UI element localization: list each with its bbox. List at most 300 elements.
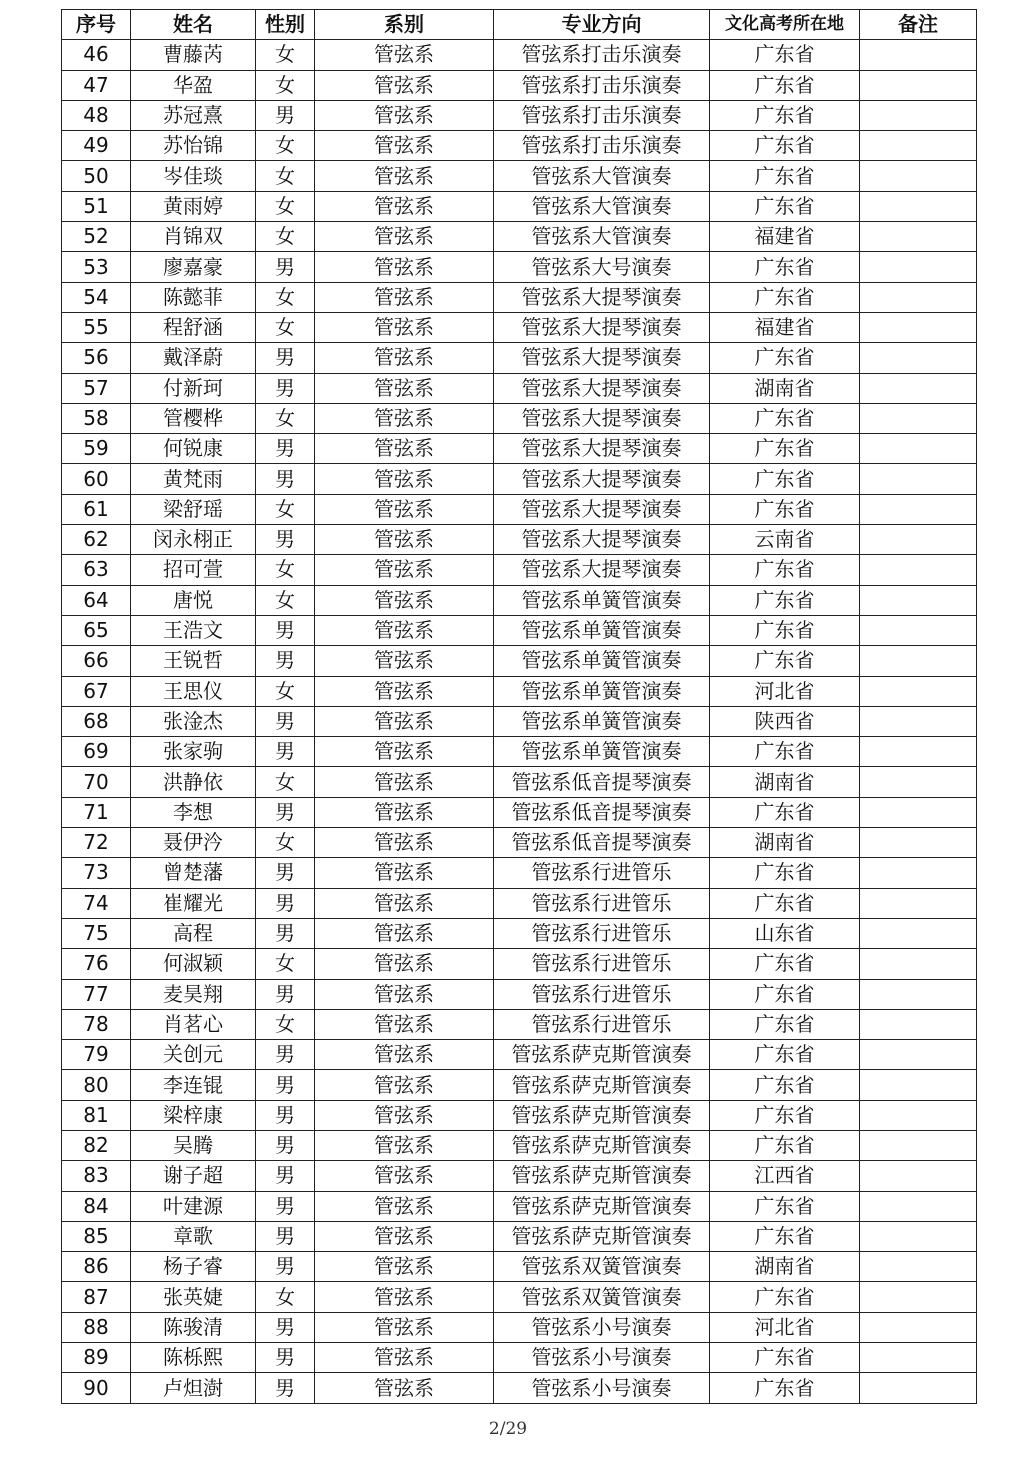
- cell-remarks: [860, 131, 977, 161]
- cell-major: 管弦系萨克斯管演奏: [494, 1070, 710, 1100]
- cell-gender: 男: [256, 1373, 315, 1403]
- cell-major: 管弦系低音提琴演奏: [494, 767, 710, 797]
- cell-department: 管弦系: [315, 1282, 494, 1312]
- cell-department: 管弦系: [315, 252, 494, 282]
- cell-name: 卢炟澍: [131, 1373, 256, 1403]
- table-row: [62, 373, 977, 403]
- cell-exam-location: 广东省: [710, 797, 860, 827]
- cell-gender: 女: [256, 70, 315, 100]
- cell-major: 管弦系萨克斯管演奏: [494, 1130, 710, 1160]
- cell-exam-location: 广东省: [710, 979, 860, 1009]
- table-row: [62, 858, 977, 888]
- cell-exam-location: 广东省: [710, 343, 860, 373]
- cell-department: 管弦系: [315, 1009, 494, 1039]
- cell-major: 管弦系单簧管演奏: [494, 646, 710, 676]
- cell-major: 管弦系单簧管演奏: [494, 706, 710, 736]
- cell-remarks: [860, 1009, 977, 1039]
- cell-exam-location: 湖南省: [710, 1252, 860, 1282]
- cell-major: 管弦系打击乐演奏: [494, 40, 710, 70]
- cell-exam-location: 广东省: [710, 434, 860, 464]
- cell-remarks: [860, 222, 977, 252]
- cell-gender: 女: [256, 1009, 315, 1039]
- cell-department: 管弦系: [315, 494, 494, 524]
- table-row: [62, 646, 977, 676]
- table-row: [62, 222, 977, 252]
- cell-name: 王锐哲: [131, 646, 256, 676]
- cell-major: 管弦系小号演奏: [494, 1343, 710, 1373]
- cell-remarks: [860, 1252, 977, 1282]
- table-row: [62, 282, 977, 312]
- table-row: [62, 918, 977, 948]
- cell-index: 49: [62, 131, 131, 161]
- cell-department: 管弦系: [315, 1040, 494, 1070]
- cell-index: 47: [62, 70, 131, 100]
- table-row: [62, 1070, 977, 1100]
- cell-index: 74: [62, 888, 131, 918]
- cell-remarks: [860, 312, 977, 342]
- cell-remarks: [860, 767, 977, 797]
- cell-index: 85: [62, 1221, 131, 1251]
- cell-gender: 男: [256, 1161, 315, 1191]
- cell-name: 梁梓康: [131, 1100, 256, 1130]
- cell-remarks: [860, 1282, 977, 1312]
- cell-exam-location: 广东省: [710, 100, 860, 130]
- cell-major: 管弦系大提琴演奏: [494, 403, 710, 433]
- cell-name: 聂伊汵: [131, 828, 256, 858]
- table-row: [62, 585, 977, 615]
- cell-major: 管弦系单簧管演奏: [494, 676, 710, 706]
- cell-department: 管弦系: [315, 1343, 494, 1373]
- cell-name: 张英婕: [131, 1282, 256, 1312]
- cell-gender: 男: [256, 373, 315, 403]
- header-remarks: 备注: [860, 10, 977, 40]
- cell-gender: 男: [256, 888, 315, 918]
- cell-name: 肖茗心: [131, 1009, 256, 1039]
- cell-major: 管弦系大号演奏: [494, 252, 710, 282]
- cell-department: 管弦系: [315, 828, 494, 858]
- cell-gender: 女: [256, 40, 315, 70]
- cell-remarks: [860, 434, 977, 464]
- cell-major: 管弦系大提琴演奏: [494, 555, 710, 585]
- cell-major: 管弦系大提琴演奏: [494, 494, 710, 524]
- cell-major: 管弦系萨克斯管演奏: [494, 1161, 710, 1191]
- cell-remarks: [860, 464, 977, 494]
- cell-gender: 女: [256, 494, 315, 524]
- cell-department: 管弦系: [315, 706, 494, 736]
- cell-name: 崔耀光: [131, 888, 256, 918]
- cell-major: 管弦系行进管乐: [494, 949, 710, 979]
- cell-exam-location: 广东省: [710, 403, 860, 433]
- cell-name: 肖锦双: [131, 222, 256, 252]
- cell-exam-location: 广东省: [710, 1191, 860, 1221]
- table-row: [62, 1161, 977, 1191]
- cell-name: 洪静依: [131, 767, 256, 797]
- cell-remarks: [860, 40, 977, 70]
- cell-department: 管弦系: [315, 373, 494, 403]
- cell-exam-location: 福建省: [710, 312, 860, 342]
- cell-index: 81: [62, 1100, 131, 1130]
- cell-remarks: [860, 1040, 977, 1070]
- cell-major: 管弦系行进管乐: [494, 858, 710, 888]
- cell-index: 70: [62, 767, 131, 797]
- cell-exam-location: 广东省: [710, 585, 860, 615]
- cell-remarks: [860, 403, 977, 433]
- cell-exam-location: 湖南省: [710, 767, 860, 797]
- cell-department: 管弦系: [315, 1070, 494, 1100]
- cell-remarks: [860, 494, 977, 524]
- cell-index: 53: [62, 252, 131, 282]
- cell-gender: 男: [256, 858, 315, 888]
- table-row: [62, 1191, 977, 1221]
- cell-exam-location: 广东省: [710, 191, 860, 221]
- cell-department: 管弦系: [315, 979, 494, 1009]
- table-row: [62, 555, 977, 585]
- cell-remarks: [860, 828, 977, 858]
- cell-major: 管弦系单簧管演奏: [494, 585, 710, 615]
- cell-remarks: [860, 252, 977, 282]
- cell-gender: 男: [256, 434, 315, 464]
- cell-index: 54: [62, 282, 131, 312]
- cell-gender: 女: [256, 555, 315, 585]
- cell-remarks: [860, 100, 977, 130]
- cell-department: 管弦系: [315, 343, 494, 373]
- cell-remarks: [860, 1130, 977, 1160]
- cell-exam-location: 福建省: [710, 222, 860, 252]
- cell-gender: 女: [256, 222, 315, 252]
- cell-exam-location: 广东省: [710, 131, 860, 161]
- cell-major: 管弦系大管演奏: [494, 191, 710, 221]
- table-row: [62, 1282, 977, 1312]
- cell-remarks: [860, 949, 977, 979]
- table-row: [62, 40, 977, 70]
- cell-name: 陈栎熙: [131, 1343, 256, 1373]
- cell-remarks: [860, 1373, 977, 1403]
- cell-name: 招可萱: [131, 555, 256, 585]
- cell-gender: 女: [256, 131, 315, 161]
- cell-major: 管弦系萨克斯管演奏: [494, 1040, 710, 1070]
- cell-exam-location: 陕西省: [710, 706, 860, 736]
- table-row: [62, 252, 977, 282]
- cell-exam-location: 河北省: [710, 676, 860, 706]
- cell-name: 吴腾: [131, 1130, 256, 1160]
- cell-major: 管弦系大提琴演奏: [494, 464, 710, 494]
- cell-exam-location: 广东省: [710, 40, 860, 70]
- cell-index: 52: [62, 222, 131, 252]
- cell-remarks: [860, 525, 977, 555]
- table-row: [62, 1221, 977, 1251]
- cell-exam-location: 广东省: [710, 737, 860, 767]
- cell-remarks: [860, 918, 977, 948]
- cell-major: 管弦系大提琴演奏: [494, 373, 710, 403]
- header-major: 专业方向: [494, 10, 710, 40]
- cell-gender: 女: [256, 312, 315, 342]
- table-row: [62, 888, 977, 918]
- cell-department: 管弦系: [315, 403, 494, 433]
- cell-exam-location: 广东省: [710, 1221, 860, 1251]
- cell-name: 张家驹: [131, 737, 256, 767]
- cell-name: 李想: [131, 797, 256, 827]
- table-row: [62, 161, 977, 191]
- table-row: [62, 312, 977, 342]
- cell-index: 67: [62, 676, 131, 706]
- cell-index: 51: [62, 191, 131, 221]
- cell-gender: 女: [256, 949, 315, 979]
- cell-remarks: [860, 555, 977, 585]
- cell-name: 李连锟: [131, 1070, 256, 1100]
- table-row: [62, 1252, 977, 1282]
- cell-major: 管弦系大管演奏: [494, 222, 710, 252]
- table-row: [62, 706, 977, 736]
- table-header-row: [62, 10, 977, 40]
- cell-exam-location: 广东省: [710, 1100, 860, 1130]
- table-row: [62, 403, 977, 433]
- cell-remarks: [860, 858, 977, 888]
- cell-remarks: [860, 585, 977, 615]
- cell-gender: 男: [256, 1191, 315, 1221]
- cell-name: 闵永栩正: [131, 525, 256, 555]
- cell-remarks: [860, 373, 977, 403]
- cell-remarks: [860, 70, 977, 100]
- header-name: 姓名: [131, 10, 256, 40]
- cell-name: 苏怡锦: [131, 131, 256, 161]
- cell-department: 管弦系: [315, 918, 494, 948]
- table-row: [62, 434, 977, 464]
- cell-name: 廖嘉豪: [131, 252, 256, 282]
- cell-department: 管弦系: [315, 40, 494, 70]
- cell-department: 管弦系: [315, 1252, 494, 1282]
- cell-remarks: [860, 676, 977, 706]
- cell-gender: 男: [256, 525, 315, 555]
- cell-gender: 女: [256, 282, 315, 312]
- cell-gender: 女: [256, 191, 315, 221]
- cell-exam-location: 广东省: [710, 646, 860, 676]
- cell-index: 76: [62, 949, 131, 979]
- cell-gender: 女: [256, 676, 315, 706]
- table-row: [62, 343, 977, 373]
- cell-gender: 男: [256, 1070, 315, 1100]
- cell-name: 戴泽蔚: [131, 343, 256, 373]
- cell-exam-location: 广东省: [710, 464, 860, 494]
- table-row: [62, 1130, 977, 1160]
- cell-exam-location: 江西省: [710, 1161, 860, 1191]
- cell-department: 管弦系: [315, 1161, 494, 1191]
- cell-name: 陈骏清: [131, 1312, 256, 1342]
- table-body: [62, 40, 977, 1403]
- cell-department: 管弦系: [315, 1373, 494, 1403]
- table-row: [62, 494, 977, 524]
- cell-index: 79: [62, 1040, 131, 1070]
- cell-exam-location: 云南省: [710, 525, 860, 555]
- cell-major: 管弦系萨克斯管演奏: [494, 1191, 710, 1221]
- cell-department: 管弦系: [315, 646, 494, 676]
- cell-major: 管弦系打击乐演奏: [494, 70, 710, 100]
- cell-department: 管弦系: [315, 797, 494, 827]
- cell-gender: 男: [256, 1312, 315, 1342]
- cell-major: 管弦系大管演奏: [494, 161, 710, 191]
- cell-gender: 女: [256, 585, 315, 615]
- cell-major: 管弦系小号演奏: [494, 1312, 710, 1342]
- cell-major: 管弦系大提琴演奏: [494, 312, 710, 342]
- cell-gender: 男: [256, 797, 315, 827]
- cell-remarks: [860, 1070, 977, 1100]
- cell-department: 管弦系: [315, 676, 494, 706]
- cell-index: 88: [62, 1312, 131, 1342]
- cell-index: 63: [62, 555, 131, 585]
- cell-name: 何锐康: [131, 434, 256, 464]
- cell-name: 唐悦: [131, 585, 256, 615]
- cell-major: 管弦系小号演奏: [494, 1373, 710, 1403]
- cell-exam-location: 广东省: [710, 858, 860, 888]
- cell-index: 57: [62, 373, 131, 403]
- cell-department: 管弦系: [315, 161, 494, 191]
- cell-major: 管弦系单簧管演奏: [494, 615, 710, 645]
- cell-exam-location: 河北省: [710, 1312, 860, 1342]
- table-row: [62, 70, 977, 100]
- cell-department: 管弦系: [315, 131, 494, 161]
- table-row: [62, 525, 977, 555]
- cell-index: 69: [62, 737, 131, 767]
- page-number: 2/29: [488, 1419, 528, 1439]
- cell-index: 46: [62, 40, 131, 70]
- table-row: [62, 191, 977, 221]
- cell-gender: 女: [256, 403, 315, 433]
- cell-exam-location: 广东省: [710, 494, 860, 524]
- cell-department: 管弦系: [315, 949, 494, 979]
- cell-gender: 男: [256, 737, 315, 767]
- cell-name: 章歌: [131, 1221, 256, 1251]
- cell-department: 管弦系: [315, 1312, 494, 1342]
- cell-exam-location: 山东省: [710, 918, 860, 948]
- cell-exam-location: 湖南省: [710, 373, 860, 403]
- header-department: 系别: [315, 10, 494, 40]
- table-row: [62, 979, 977, 1009]
- cell-gender: 男: [256, 615, 315, 645]
- cell-index: 83: [62, 1161, 131, 1191]
- cell-index: 60: [62, 464, 131, 494]
- cell-name: 管樱桦: [131, 403, 256, 433]
- cell-exam-location: 广东省: [710, 1373, 860, 1403]
- cell-remarks: [860, 1221, 977, 1251]
- cell-index: 87: [62, 1282, 131, 1312]
- cell-name: 何淑颖: [131, 949, 256, 979]
- cell-department: 管弦系: [315, 555, 494, 585]
- table-row: [62, 676, 977, 706]
- cell-index: 72: [62, 828, 131, 858]
- cell-gender: 女: [256, 767, 315, 797]
- cell-exam-location: 广东省: [710, 70, 860, 100]
- cell-gender: 男: [256, 1040, 315, 1070]
- cell-name: 曾楚藩: [131, 858, 256, 888]
- cell-index: 55: [62, 312, 131, 342]
- cell-department: 管弦系: [315, 1221, 494, 1251]
- cell-remarks: [860, 706, 977, 736]
- cell-department: 管弦系: [315, 464, 494, 494]
- cell-remarks: [860, 1191, 977, 1221]
- cell-department: 管弦系: [315, 70, 494, 100]
- cell-index: 59: [62, 434, 131, 464]
- cell-name: 叶建源: [131, 1191, 256, 1221]
- cell-department: 管弦系: [315, 585, 494, 615]
- cell-department: 管弦系: [315, 1130, 494, 1160]
- cell-name: 谢子超: [131, 1161, 256, 1191]
- cell-name: 华盈: [131, 70, 256, 100]
- header-index: 序号: [62, 10, 131, 40]
- cell-gender: 男: [256, 464, 315, 494]
- cell-name: 关创元: [131, 1040, 256, 1070]
- cell-remarks: [860, 1161, 977, 1191]
- cell-major: 管弦系行进管乐: [494, 979, 710, 1009]
- cell-index: 64: [62, 585, 131, 615]
- cell-major: 管弦系行进管乐: [494, 1009, 710, 1039]
- cell-name: 曹藤芮: [131, 40, 256, 70]
- cell-name: 张淦杰: [131, 706, 256, 736]
- header-exam-location: 文化高考所在地: [710, 10, 860, 40]
- cell-index: 89: [62, 1343, 131, 1373]
- cell-remarks: [860, 888, 977, 918]
- cell-remarks: [860, 979, 977, 1009]
- table-row: [62, 615, 977, 645]
- table-row: [62, 797, 977, 827]
- table-row: [62, 1009, 977, 1039]
- cell-exam-location: 湖南省: [710, 828, 860, 858]
- cell-name: 岑佳琰: [131, 161, 256, 191]
- cell-name: 梁舒瑶: [131, 494, 256, 524]
- cell-gender: 男: [256, 252, 315, 282]
- cell-exam-location: 广东省: [710, 1009, 860, 1039]
- cell-name: 黄雨婷: [131, 191, 256, 221]
- cell-major: 管弦系大提琴演奏: [494, 343, 710, 373]
- cell-major: 管弦系双簧管演奏: [494, 1252, 710, 1282]
- cell-major: 管弦系行进管乐: [494, 918, 710, 948]
- cell-gender: 男: [256, 646, 315, 676]
- cell-name: 黄梵雨: [131, 464, 256, 494]
- table-row: [62, 949, 977, 979]
- table-row: [62, 1040, 977, 1070]
- cell-exam-location: 广东省: [710, 615, 860, 645]
- cell-index: 58: [62, 403, 131, 433]
- cell-exam-location: 广东省: [710, 161, 860, 191]
- cell-exam-location: 广东省: [710, 1040, 860, 1070]
- cell-remarks: [860, 1312, 977, 1342]
- cell-name: 陈懿菲: [131, 282, 256, 312]
- cell-index: 75: [62, 918, 131, 948]
- cell-department: 管弦系: [315, 434, 494, 464]
- cell-index: 73: [62, 858, 131, 888]
- cell-exam-location: 广东省: [710, 1070, 860, 1100]
- cell-exam-location: 广东省: [710, 888, 860, 918]
- cell-index: 68: [62, 706, 131, 736]
- cell-remarks: [860, 282, 977, 312]
- cell-name: 付新珂: [131, 373, 256, 403]
- cell-exam-location: 广东省: [710, 282, 860, 312]
- cell-gender: 男: [256, 1221, 315, 1251]
- cell-index: 61: [62, 494, 131, 524]
- cell-index: 48: [62, 100, 131, 130]
- cell-gender: 男: [256, 918, 315, 948]
- cell-name: 杨子睿: [131, 1252, 256, 1282]
- table-row: [62, 1343, 977, 1373]
- cell-gender: 男: [256, 706, 315, 736]
- cell-major: 管弦系大提琴演奏: [494, 282, 710, 312]
- cell-gender: 男: [256, 100, 315, 130]
- cell-index: 86: [62, 1252, 131, 1282]
- cell-index: 80: [62, 1070, 131, 1100]
- cell-department: 管弦系: [315, 312, 494, 342]
- cell-remarks: [860, 1343, 977, 1373]
- cell-gender: 男: [256, 1252, 315, 1282]
- table-row: [62, 737, 977, 767]
- cell-remarks: [860, 737, 977, 767]
